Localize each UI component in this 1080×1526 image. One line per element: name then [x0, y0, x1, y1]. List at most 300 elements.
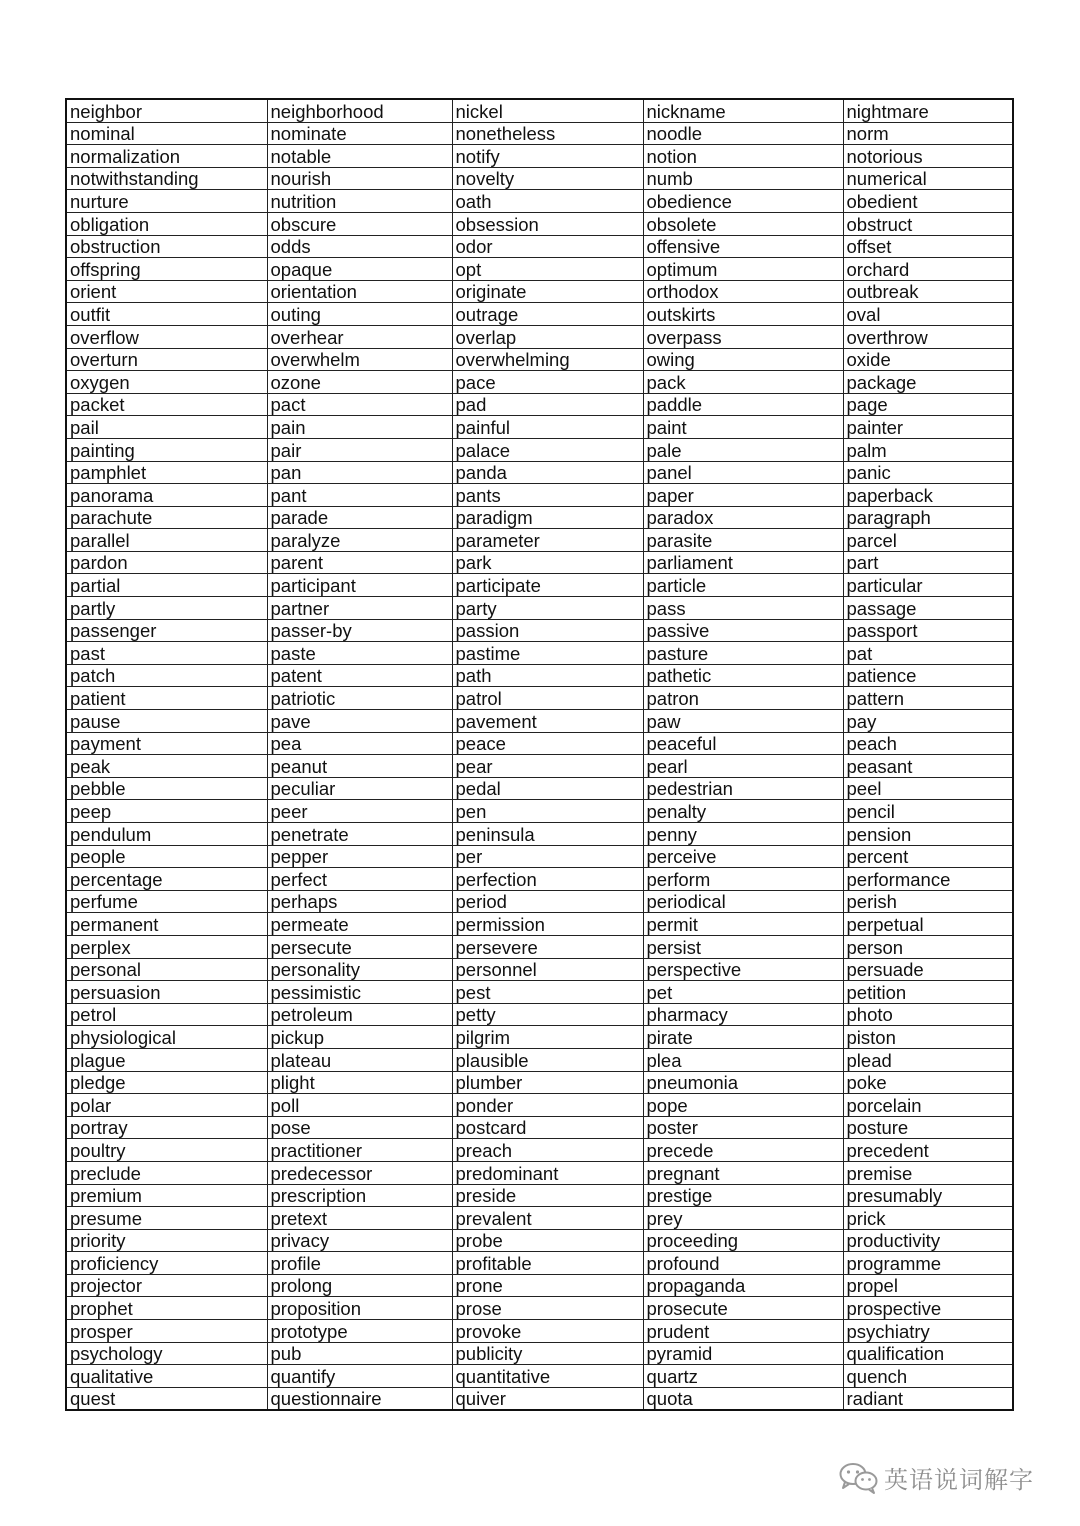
word-cell: plague — [66, 1048, 267, 1071]
word-cell: page — [843, 393, 1013, 416]
word-cell: notable — [267, 145, 452, 168]
word-cell: overturn — [66, 348, 267, 371]
word-cell: persevere — [452, 935, 643, 958]
word-cell: obsolete — [643, 212, 843, 235]
table-row — [66, 642, 1013, 665]
word-cell: oxygen — [66, 371, 267, 394]
word-cell: permeate — [267, 913, 452, 936]
word-cell: proceeding — [643, 1229, 843, 1252]
table-row — [66, 1252, 1013, 1275]
word-cell: pest — [452, 981, 643, 1004]
word-cell: profound — [643, 1252, 843, 1275]
word-cell: peel — [843, 777, 1013, 800]
table-row — [66, 1026, 1013, 1049]
word-cell: nutrition — [267, 190, 452, 213]
word-cell: questionnaire — [267, 1387, 452, 1410]
table-row — [66, 235, 1013, 258]
word-cell: petrol — [66, 1003, 267, 1026]
word-cell: perceive — [643, 845, 843, 868]
word-cell: optimum — [643, 258, 843, 281]
table-row — [66, 1297, 1013, 1320]
word-cell: notify — [452, 145, 643, 168]
table-row — [66, 687, 1013, 710]
word-cell: nonetheless — [452, 122, 643, 145]
table-row — [66, 913, 1013, 936]
word-cell: pedestrian — [643, 777, 843, 800]
word-cell: pardon — [66, 551, 267, 574]
table-row — [66, 1116, 1013, 1139]
word-cell: prick — [843, 1207, 1013, 1230]
word-cell: partner — [267, 597, 452, 620]
word-cell: participant — [267, 574, 452, 597]
word-cell: pathetic — [643, 664, 843, 687]
word-cell: opaque — [267, 258, 452, 281]
word-cell: perfection — [452, 868, 643, 891]
word-cell: permanent — [66, 913, 267, 936]
word-cell: perspective — [643, 958, 843, 981]
word-cell: prestige — [643, 1184, 843, 1207]
word-cell: productivity — [843, 1229, 1013, 1252]
table-row — [66, 1139, 1013, 1162]
table-row — [66, 1387, 1013, 1410]
word-cell: pain — [267, 416, 452, 439]
word-cell: passport — [843, 619, 1013, 642]
word-cell: penalty — [643, 800, 843, 823]
word-cell: premise — [843, 1161, 1013, 1184]
word-cell: plight — [267, 1071, 452, 1094]
table-row — [66, 303, 1013, 326]
word-cell: psychology — [66, 1342, 267, 1365]
word-cell: pepper — [267, 845, 452, 868]
word-cell: neighbor — [66, 99, 267, 122]
word-cell: prudent — [643, 1320, 843, 1343]
word-cell: posture — [843, 1116, 1013, 1139]
word-cell: panel — [643, 461, 843, 484]
word-cell: provoke — [452, 1320, 643, 1343]
table-row — [66, 1071, 1013, 1094]
word-cell: prevalent — [452, 1207, 643, 1230]
table-row — [66, 99, 1013, 122]
word-cell: portray — [66, 1116, 267, 1139]
word-cell: parameter — [452, 529, 643, 552]
word-cell: package — [843, 371, 1013, 394]
table-row — [66, 258, 1013, 281]
word-cell: precede — [643, 1139, 843, 1162]
word-cell: parasite — [643, 529, 843, 552]
word-cell: pattern — [843, 687, 1013, 710]
table-row — [66, 551, 1013, 574]
word-cell: prescription — [267, 1184, 452, 1207]
word-cell: percent — [843, 845, 1013, 868]
table-row — [66, 845, 1013, 868]
word-cell: partly — [66, 597, 267, 620]
word-cell: premium — [66, 1184, 267, 1207]
word-cell: perpetual — [843, 913, 1013, 936]
word-cell: propel — [843, 1274, 1013, 1297]
word-cell: paste — [267, 642, 452, 665]
word-cell: prey — [643, 1207, 843, 1230]
word-cell: pay — [843, 710, 1013, 733]
word-cell: pregnant — [643, 1161, 843, 1184]
word-cell: porcelain — [843, 1094, 1013, 1117]
word-cell: pope — [643, 1094, 843, 1117]
word-cell: persuasion — [66, 981, 267, 1004]
word-cell: people — [66, 845, 267, 868]
word-cell: prone — [452, 1274, 643, 1297]
word-cell: nominate — [267, 122, 452, 145]
word-cell: outing — [267, 303, 452, 326]
table-row — [66, 710, 1013, 733]
table-row — [66, 484, 1013, 507]
word-cell: piston — [843, 1026, 1013, 1049]
word-cell: outfit — [66, 303, 267, 326]
word-cell: pass — [643, 597, 843, 620]
word-cell: prosecute — [643, 1297, 843, 1320]
word-cell: physiological — [66, 1026, 267, 1049]
table-row — [66, 800, 1013, 823]
word-cell: nickname — [643, 99, 843, 122]
word-cell: propaganda — [643, 1274, 843, 1297]
word-cell: poster — [643, 1116, 843, 1139]
word-cell: qualitative — [66, 1365, 267, 1388]
word-cell: pretext — [267, 1207, 452, 1230]
word-cell: quench — [843, 1365, 1013, 1388]
table-row — [66, 1320, 1013, 1343]
word-cell: pension — [843, 823, 1013, 846]
word-cell: permit — [643, 913, 843, 936]
table-row — [66, 1207, 1013, 1230]
word-cell: pear — [452, 755, 643, 778]
word-cell: overwhelm — [267, 348, 452, 371]
word-cell: prosper — [66, 1320, 267, 1343]
word-cell: pharmacy — [643, 1003, 843, 1026]
word-cell: obsession — [452, 212, 643, 235]
word-cell: peninsula — [452, 823, 643, 846]
table-row — [66, 190, 1013, 213]
word-cell: parliament — [643, 551, 843, 574]
word-cell: passive — [643, 619, 843, 642]
table-row — [66, 890, 1013, 913]
word-cell: pledge — [66, 1071, 267, 1094]
word-cell: panic — [843, 461, 1013, 484]
word-cell: pad — [452, 393, 643, 416]
word-cell: peasant — [843, 755, 1013, 778]
word-cell: perplex — [66, 935, 267, 958]
word-cell: parallel — [66, 529, 267, 552]
table-row — [66, 777, 1013, 800]
word-cell: owing — [643, 348, 843, 371]
word-cell: practitioner — [267, 1139, 452, 1162]
word-cell: pyramid — [643, 1342, 843, 1365]
word-cell: pendulum — [66, 823, 267, 846]
word-cell: pea — [267, 732, 452, 755]
word-cell: pace — [452, 371, 643, 394]
word-cell: norm — [843, 122, 1013, 145]
word-cell: odds — [267, 235, 452, 258]
word-cell: orient — [66, 280, 267, 303]
word-cell: perform — [643, 868, 843, 891]
word-cell: personnel — [452, 958, 643, 981]
word-cell: ozone — [267, 371, 452, 394]
word-cell: paperback — [843, 484, 1013, 507]
word-cell: pencil — [843, 800, 1013, 823]
word-cell: proficiency — [66, 1252, 267, 1275]
word-cell: qualification — [843, 1342, 1013, 1365]
word-cell: persist — [643, 935, 843, 958]
word-cell: performance — [843, 868, 1013, 891]
word-cell: patience — [843, 664, 1013, 687]
word-cell: paragraph — [843, 506, 1013, 529]
word-cell: paradigm — [452, 506, 643, 529]
word-cell: pessimistic — [267, 981, 452, 1004]
word-cell: overwhelming — [452, 348, 643, 371]
word-cell: peach — [843, 732, 1013, 755]
word-cell: orchard — [843, 258, 1013, 281]
word-cell: penetrate — [267, 823, 452, 846]
table-row — [66, 732, 1013, 755]
word-cell: pair — [267, 438, 452, 461]
word-cell: normalization — [66, 145, 267, 168]
watermark — [838, 1460, 1034, 1495]
word-cell: perhaps — [267, 890, 452, 913]
word-cell: painter — [843, 416, 1013, 439]
table-row — [66, 664, 1013, 687]
word-cell: oval — [843, 303, 1013, 326]
table-row — [66, 145, 1013, 168]
word-cell: peep — [66, 800, 267, 823]
word-cell: obscure — [267, 212, 452, 235]
table-row — [66, 868, 1013, 891]
table-row — [66, 958, 1013, 981]
table-row — [66, 935, 1013, 958]
word-cell: prototype — [267, 1320, 452, 1343]
word-table — [65, 98, 1014, 1411]
word-cell: obstruction — [66, 235, 267, 258]
word-cell: outrage — [452, 303, 643, 326]
word-cell: pilgrim — [452, 1026, 643, 1049]
word-cell: probe — [452, 1229, 643, 1252]
word-table-body — [66, 99, 1013, 1410]
word-cell: prospective — [843, 1297, 1013, 1320]
word-cell: pant — [267, 484, 452, 507]
word-cell: predominant — [452, 1161, 643, 1184]
word-cell: patch — [66, 664, 267, 687]
word-cell: originate — [452, 280, 643, 303]
word-cell: offspring — [66, 258, 267, 281]
word-cell: nourish — [267, 167, 452, 190]
word-cell: quiver — [452, 1387, 643, 1410]
word-cell: pat — [843, 642, 1013, 665]
word-cell: panda — [452, 461, 643, 484]
word-cell: psychiatry — [843, 1320, 1013, 1343]
word-cell: pearl — [643, 755, 843, 778]
word-cell: parent — [267, 551, 452, 574]
word-cell: ponder — [452, 1094, 643, 1117]
word-cell: overhear — [267, 325, 452, 348]
word-cell: privacy — [267, 1229, 452, 1252]
word-cell: prose — [452, 1297, 643, 1320]
word-cell: presumably — [843, 1184, 1013, 1207]
word-cell: periodical — [643, 890, 843, 913]
word-cell: prolong — [267, 1274, 452, 1297]
word-cell: pan — [267, 461, 452, 484]
word-cell: paralyze — [267, 529, 452, 552]
word-cell: perfume — [66, 890, 267, 913]
word-cell: programme — [843, 1252, 1013, 1275]
word-cell: person — [843, 935, 1013, 958]
table-row — [66, 1161, 1013, 1184]
word-cell: nightmare — [843, 99, 1013, 122]
word-cell: pose — [267, 1116, 452, 1139]
word-cell: persuade — [843, 958, 1013, 981]
word-cell: past — [66, 642, 267, 665]
word-cell: odor — [452, 235, 643, 258]
word-cell: paradox — [643, 506, 843, 529]
word-cell: photo — [843, 1003, 1013, 1026]
word-cell: pack — [643, 371, 843, 394]
word-cell: pneumonia — [643, 1071, 843, 1094]
word-cell: pedal — [452, 777, 643, 800]
word-cell: noodle — [643, 122, 843, 145]
word-cell: radiant — [843, 1387, 1013, 1410]
word-cell: oath — [452, 190, 643, 213]
word-cell: patron — [643, 687, 843, 710]
word-cell: poultry — [66, 1139, 267, 1162]
word-cell: outbreak — [843, 280, 1013, 303]
word-cell: numerical — [843, 167, 1013, 190]
word-cell: plateau — [267, 1048, 452, 1071]
word-cell: patrol — [452, 687, 643, 710]
word-cell: overthrow — [843, 325, 1013, 348]
word-cell: notwithstanding — [66, 167, 267, 190]
word-cell: overflow — [66, 325, 267, 348]
word-cell: participate — [452, 574, 643, 597]
word-cell: percentage — [66, 868, 267, 891]
word-cell: payment — [66, 732, 267, 755]
word-cell: orthodox — [643, 280, 843, 303]
word-cell: preclude — [66, 1161, 267, 1184]
word-cell: proposition — [267, 1297, 452, 1320]
word-cell: partial — [66, 574, 267, 597]
table-row — [66, 755, 1013, 778]
word-cell: nurture — [66, 190, 267, 213]
word-cell: perish — [843, 890, 1013, 913]
word-cell: petition — [843, 981, 1013, 1004]
table-row — [66, 597, 1013, 620]
word-cell: parcel — [843, 529, 1013, 552]
table-row — [66, 823, 1013, 846]
word-cell: plead — [843, 1048, 1013, 1071]
word-cell: peace — [452, 732, 643, 755]
word-cell: patient — [66, 687, 267, 710]
word-cell: petroleum — [267, 1003, 452, 1026]
table-row — [66, 438, 1013, 461]
word-cell: notion — [643, 145, 843, 168]
word-cell: peanut — [267, 755, 452, 778]
table-row — [66, 1184, 1013, 1207]
word-cell: personal — [66, 958, 267, 981]
word-cell: period — [452, 890, 643, 913]
word-cell: pale — [643, 438, 843, 461]
word-cell: personality — [267, 958, 452, 981]
word-cell: profitable — [452, 1252, 643, 1275]
word-cell: prophet — [66, 1297, 267, 1320]
table-row — [66, 416, 1013, 439]
word-cell: priority — [66, 1229, 267, 1252]
table-row — [66, 574, 1013, 597]
word-cell: petty — [452, 1003, 643, 1026]
word-cell: panorama — [66, 484, 267, 507]
word-cell: preach — [452, 1139, 643, 1162]
table-row — [66, 280, 1013, 303]
word-cell: opt — [452, 258, 643, 281]
table-row — [66, 1229, 1013, 1252]
word-cell: passer-by — [267, 619, 452, 642]
word-cell: path — [452, 664, 643, 687]
word-cell: publicity — [452, 1342, 643, 1365]
word-cell: passion — [452, 619, 643, 642]
word-cell: peer — [267, 800, 452, 823]
table-row — [66, 529, 1013, 552]
word-cell: passage — [843, 597, 1013, 620]
word-cell: pasture — [643, 642, 843, 665]
table-row — [66, 212, 1013, 235]
table-row — [66, 325, 1013, 348]
word-cell: palace — [452, 438, 643, 461]
word-cell: obligation — [66, 212, 267, 235]
table-row — [66, 1342, 1013, 1365]
word-cell: obedient — [843, 190, 1013, 213]
word-cell: parachute — [66, 506, 267, 529]
table-row — [66, 122, 1013, 145]
table-row — [66, 1003, 1013, 1026]
word-cell: poll — [267, 1094, 452, 1117]
word-cell: poke — [843, 1071, 1013, 1094]
word-cell: paw — [643, 710, 843, 733]
word-cell: plea — [643, 1048, 843, 1071]
word-cell: pet — [643, 981, 843, 1004]
word-cell: quest — [66, 1387, 267, 1410]
word-cell: party — [452, 597, 643, 620]
word-cell: offensive — [643, 235, 843, 258]
word-cell: paper — [643, 484, 843, 507]
word-cell: preside — [452, 1184, 643, 1207]
word-cell: polar — [66, 1094, 267, 1117]
word-cell: novelty — [452, 167, 643, 190]
word-cell: pamphlet — [66, 461, 267, 484]
word-cell: quartz — [643, 1365, 843, 1388]
table-row — [66, 1094, 1013, 1117]
word-cell: paint — [643, 416, 843, 439]
word-cell: penny — [643, 823, 843, 846]
word-cell: nominal — [66, 122, 267, 145]
word-cell: orientation — [267, 280, 452, 303]
word-cell: quota — [643, 1387, 843, 1410]
word-cell: presume — [66, 1207, 267, 1230]
word-cell: pave — [267, 710, 452, 733]
word-cell: obstruct — [843, 212, 1013, 235]
word-cell: peculiar — [267, 777, 452, 800]
word-cell: projector — [66, 1274, 267, 1297]
word-cell: precedent — [843, 1139, 1013, 1162]
word-cell: nickel — [452, 99, 643, 122]
word-cell: packet — [66, 393, 267, 416]
word-cell: oxide — [843, 348, 1013, 371]
word-cell: plumber — [452, 1071, 643, 1094]
table-row — [66, 619, 1013, 642]
table-row — [66, 506, 1013, 529]
word-cell: predecessor — [267, 1161, 452, 1184]
